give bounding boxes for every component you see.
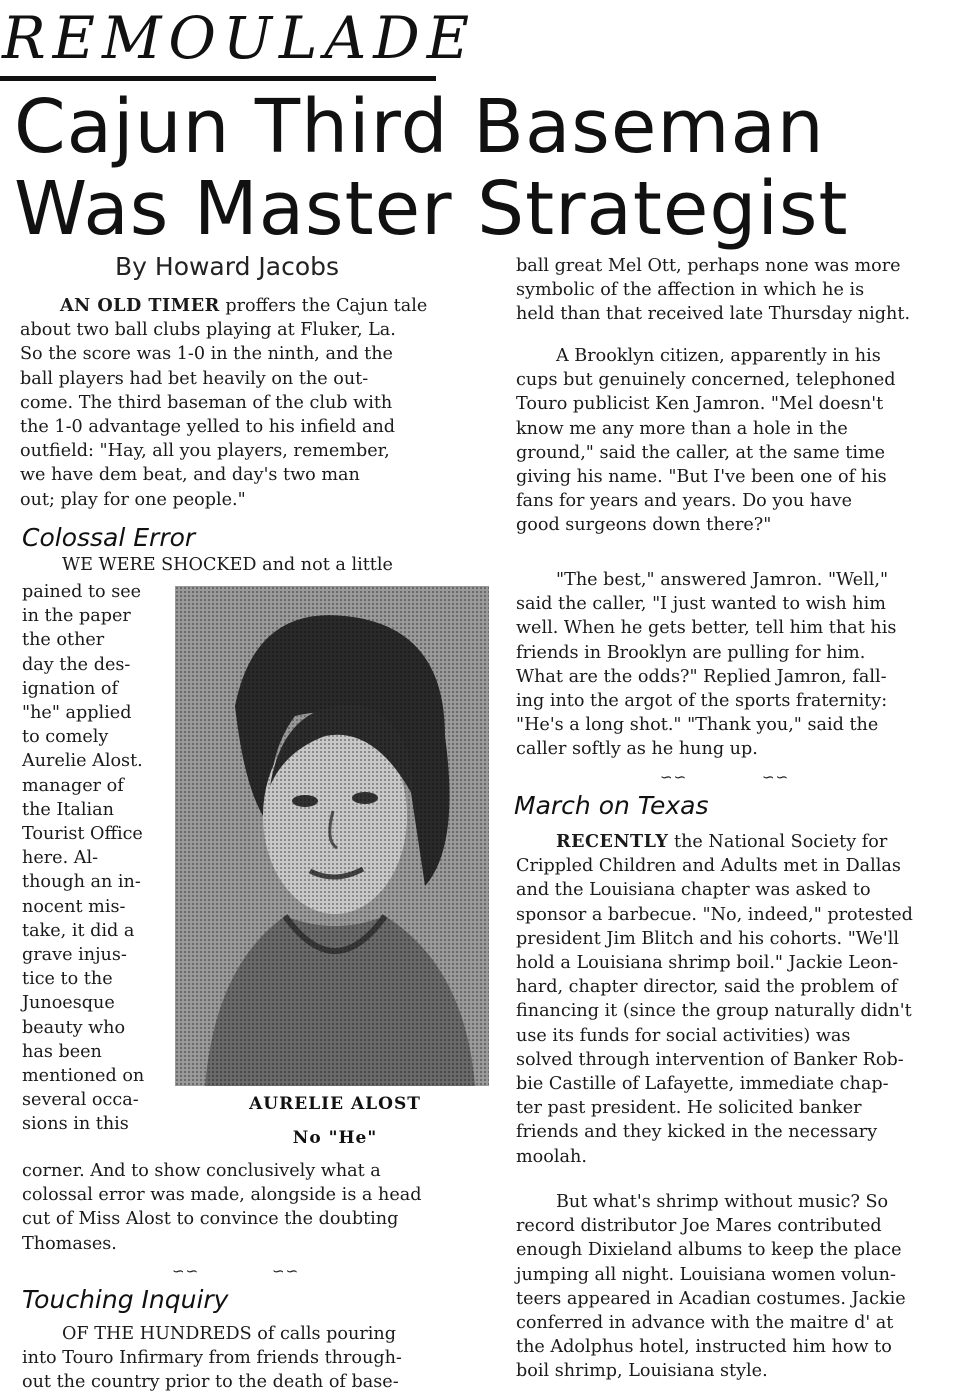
text-line: A Brooklyn citizen, apparently in his	[556, 346, 881, 366]
text-line: Thomases.	[22, 1233, 117, 1254]
text-line: But what's shrimp without music? So	[556, 1192, 889, 1212]
text-line: president Jim Blitch and his cohorts. "We'll	[516, 928, 899, 949]
text-line: and the Louisiana chapter was asked to	[516, 880, 871, 901]
text-line: corner. And to show conclusively what a	[22, 1161, 381, 1181]
photo-caption-sub: No "He"	[292, 1128, 378, 1148]
text-line: conferred in advance with the maitre d' at	[516, 1313, 894, 1334]
text-line: well. When he gets better, tell him that his	[516, 618, 897, 639]
text-line: Aurelie Alost.	[22, 751, 143, 772]
text-line: the other	[22, 630, 105, 651]
text-line: friends and they kicked in the necessary	[516, 1122, 878, 1143]
text-line: outfield: "Hay, all you players, remember,	[20, 441, 390, 462]
text-line: ing into the argot of the sports fraternity:	[516, 691, 888, 712]
text-line: Junoesque	[22, 993, 115, 1014]
ornament-left-1: ∽∽	[172, 1262, 200, 1280]
text-line: ball players had bet heavily on the out-	[20, 368, 369, 389]
text-line: about two ball clubs playing at Fluker, La.	[20, 320, 396, 341]
text-line: here. Al-	[22, 848, 99, 869]
march-line-0-rest: the National Society for	[668, 832, 888, 852]
text-line: good surgeons down there?"	[516, 515, 772, 536]
text-line	[516, 830, 960, 854]
text-line: ball great Mel Ott, perhaps none was more	[516, 256, 901, 276]
text-line: colossal error was made, alongside is a head	[22, 1185, 422, 1206]
text-line: solved through intervention of Banker Rob-	[516, 1049, 904, 1070]
text-line: out; play for one people."	[20, 489, 246, 510]
text-line: So the score was 1-0 in the ninth, and the	[20, 344, 393, 365]
text-line: pained to see	[22, 582, 142, 602]
text-line: cups but genuinely concerned, telephoned	[516, 370, 896, 391]
right-continued	[516, 254, 960, 327]
text-line: cut of Miss Alost to convince the doubting	[22, 1209, 399, 1230]
text-line: financing it (since the group naturally didn't	[516, 1001, 912, 1022]
text-line: we have dem beat, and day's two man	[20, 465, 360, 486]
text-line: though an in-	[22, 872, 141, 893]
text-line: caller softly as he hung up.	[516, 739, 758, 760]
colossal-narrow-column	[22, 580, 162, 1137]
text-line: fans for years and years. Do you have	[516, 491, 852, 512]
text-line: the 1-0 advantage yelled to his infield and	[20, 417, 396, 438]
subhead-march-on-texas: March on Texas	[514, 791, 709, 820]
text-line: several occa-	[22, 1090, 139, 1111]
intro-paragraph	[20, 294, 468, 512]
text-line: "He's a long shot." "Thank you," said the	[516, 715, 879, 736]
text-line: ignation of	[22, 678, 119, 699]
text-line: friends in Brooklyn are pulling for him.	[516, 642, 866, 663]
text-line: manager of	[22, 775, 124, 796]
text-line: Tourist Office	[22, 824, 143, 845]
text-line: beauty who	[22, 1017, 126, 1038]
text-line: in the paper	[22, 606, 131, 627]
brooklyn-paragraph	[516, 344, 960, 538]
ornament-right-1: ∽∽	[272, 1262, 300, 1280]
text-line: hold a Louisiana shrimp boil." Jackie Leon-	[516, 953, 899, 974]
text-line: day the des-	[22, 654, 131, 675]
text-line: What are the odds?" Replied Jamron, fall-	[516, 666, 887, 687]
text-line: moolah.	[516, 1146, 587, 1167]
text-line: record distributor Joe Mares contributed	[516, 1216, 882, 1237]
text-line: enough Dixieland albums to keep the place	[516, 1240, 902, 1261]
text-line: nocent mis-	[22, 896, 126, 917]
text-line	[20, 294, 468, 318]
headline-line-1: Cajun Third Baseman	[14, 84, 825, 170]
photo-caption-name: AURELIE ALOST	[249, 1094, 421, 1114]
text-line: hard, chapter director, said the problem of	[516, 977, 898, 998]
headline	[14, 86, 849, 250]
text-line: OF THE HUNDREDS of calls pouring	[62, 1324, 396, 1344]
text-line: to comely	[22, 727, 109, 748]
text-line: Crippled Children and Adults met in Dallas	[516, 856, 901, 877]
text-line: sponsor a barbecue. "No, indeed," protested	[516, 904, 913, 925]
intro-line-0-rest: proffers the Cajun tale	[219, 296, 428, 316]
text-line: the Adolphus hotel, instructed him how to	[516, 1337, 892, 1358]
headline-line-2: Was Master Strategist	[14, 166, 849, 252]
colossal-wide-paragraph	[22, 1159, 470, 1256]
text-line: know me any more than a hole in the	[516, 418, 848, 439]
subhead-colossal-error: Colossal Error	[22, 523, 196, 552]
text-line: teers appeared in Acadian costumes. Jackie	[516, 1288, 906, 1309]
text-line: sions in this	[22, 1114, 129, 1135]
portrait-photo	[175, 586, 489, 1086]
colossal-first-line: WE WERE SHOCKED and not a little	[62, 555, 393, 575]
text-line: the Italian	[22, 799, 114, 820]
text-line: jumping all night. Louisiana women volun-	[516, 1264, 896, 1285]
text-line: symbolic of the affection in which he is	[516, 280, 865, 301]
byline: By Howard Jacobs	[115, 252, 340, 281]
text-line: giving his name. "But I've been one of his	[516, 467, 887, 488]
text-line: ter past president. He solicited banker	[516, 1098, 862, 1119]
text-line: "The best," answered Jamron. "Well,"	[556, 570, 889, 590]
march-paragraph	[516, 830, 960, 1169]
text-line: come. The third baseman of the club with	[20, 392, 393, 413]
intro-lede: AN OLD TIMER	[60, 295, 220, 316]
text-line: has been	[22, 1041, 102, 1062]
text-line: Touro publicist Ken Jamron. "Mel doesn't	[516, 394, 884, 415]
best-paragraph	[516, 568, 960, 762]
portrait-image	[175, 586, 489, 1086]
text-line: ground," said the caller, at the same time	[516, 442, 886, 463]
text-line: out the country prior to the death of base-	[22, 1372, 399, 1393]
text-line: bie Castille of Lafayette, immediate chap-	[516, 1074, 889, 1095]
text-line: into Touro Infirmary from friends through-	[22, 1348, 402, 1369]
march-lede: RECENTLY	[556, 831, 669, 852]
text-line: held than that received late Thursday night.	[516, 304, 911, 325]
column-name: REMOULADE	[2, 4, 477, 72]
column-rule	[0, 76, 436, 81]
text-line: said the caller, "I just wanted to wish him	[516, 594, 886, 615]
text-line: grave injus-	[22, 945, 127, 966]
text-line: "he" applied	[22, 703, 132, 724]
ornament-right-2: ∽∽	[762, 768, 790, 786]
touching-paragraph	[22, 1322, 470, 1395]
text-line: use its funds for social activities) was	[516, 1025, 851, 1046]
text-line: boil shrimp, Louisiana style.	[516, 1361, 768, 1382]
text-line: tice to the	[22, 969, 113, 990]
music-paragraph	[516, 1190, 960, 1384]
ornament-left-2: ∽∽	[660, 768, 688, 786]
text-line: mentioned on	[22, 1066, 145, 1087]
subhead-touching-inquiry: Touching Inquiry	[22, 1285, 229, 1314]
text-line: take, it did a	[22, 920, 135, 941]
